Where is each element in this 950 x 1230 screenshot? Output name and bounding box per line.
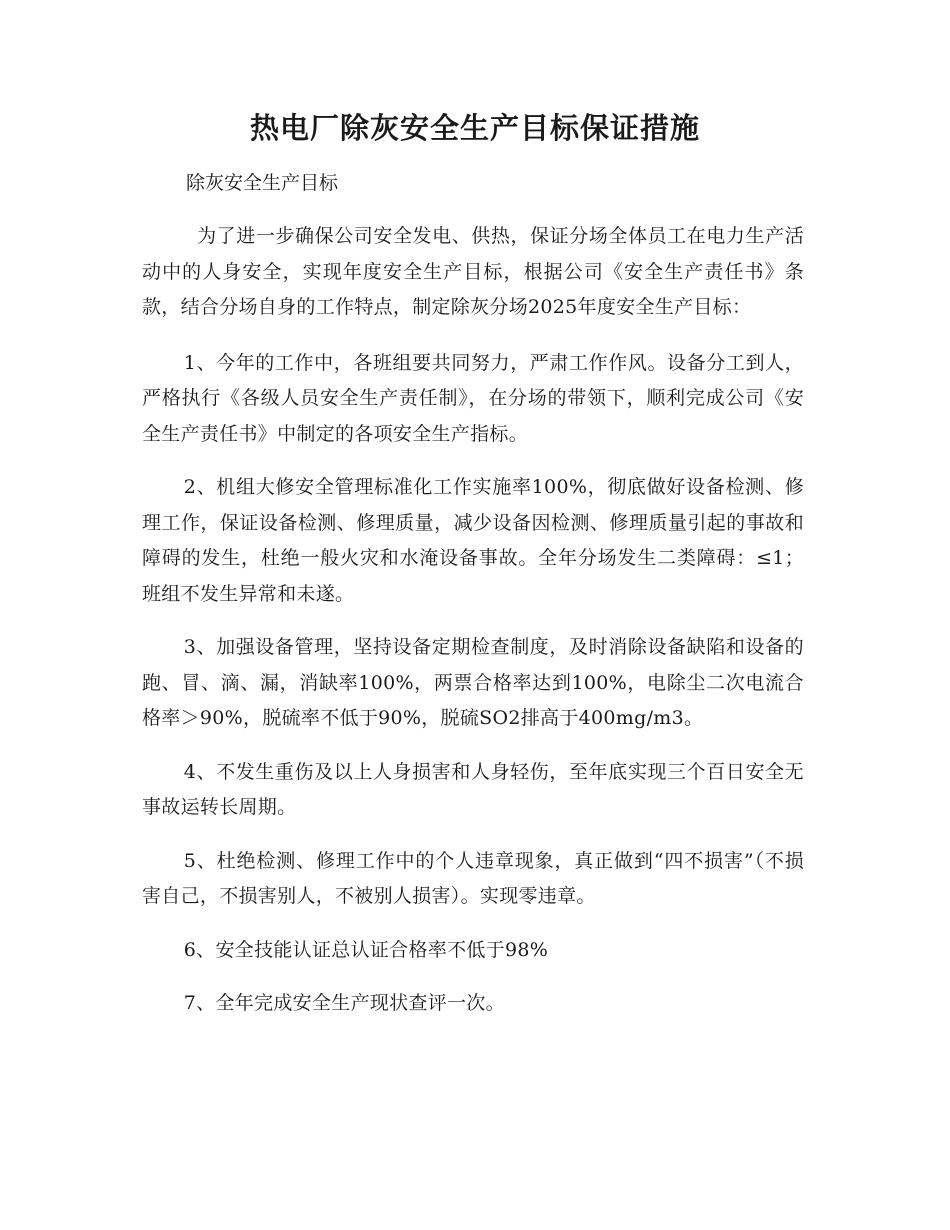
document-title: 热电厂除灰安全生产目标保证措施 [249, 111, 700, 145]
goal-item-2: 2、机组大修安全管理标准化工作实施率100%，彻底做好设备检测、修理工作，保证设备检测、修理质量，减少设备因检测、修理质量引起的事故和障碍的发生，杜绝一般火灾和水淹设备事故。全年分场发生二类障碍：≤1；班组不发生异常和未遂。 [142, 476, 804, 605]
goal-item-1: 1、今年的工作中，各班组要共同努力，严肃工作作风。设备分工到人，严格执行《各级人员安全生产责任制》，在分场的带领下，顺利完成公司《安全生产责任书》中制定的各项安全生产指标。 [142, 351, 804, 445]
section-heading: 除灰安全生产目标 [186, 172, 339, 194]
goal-item-3: 3、加强设备管理，坚持设备定期检查制度，及时消除设备缺陷和设备的跑、冒、滴、漏，消缺率100%，两票合格率达到100%，电除尘二次电流合格率＞90%，脱硫率不低于90%，脱硫SO2排高于400mg/m3。 [142, 636, 804, 729]
intro-paragraph: 为了进一步确保公司安全发电、供热，保证分场全体员工在电力生产活动中的人身安全，实现年度安全生产目标，根据公司《安全生产责任书》条款，结合分场自身的工作特点，制定除灰分场2025年度安全生产目标： [142, 225, 804, 318]
goal-item-5: 5、杜绝检测、修理工作中的个人违章现象，真正做到“四不损害”（不损害自己，不损害别人，不被别人损害）。实现零违章。 [142, 849, 804, 907]
goal-item-4: 4、不发生重伤及以上人身损害和人身轻伤，至年底实现三个百日安全无事故运转长周期。 [142, 760, 804, 818]
document-body [142, 219, 804, 1040]
goal-item-7: 7、全年完成安全生产现状查评一次。 [183, 992, 505, 1014]
goal-item-6: 6、安全技能认证总认证合格率不低于98% [183, 938, 549, 961]
